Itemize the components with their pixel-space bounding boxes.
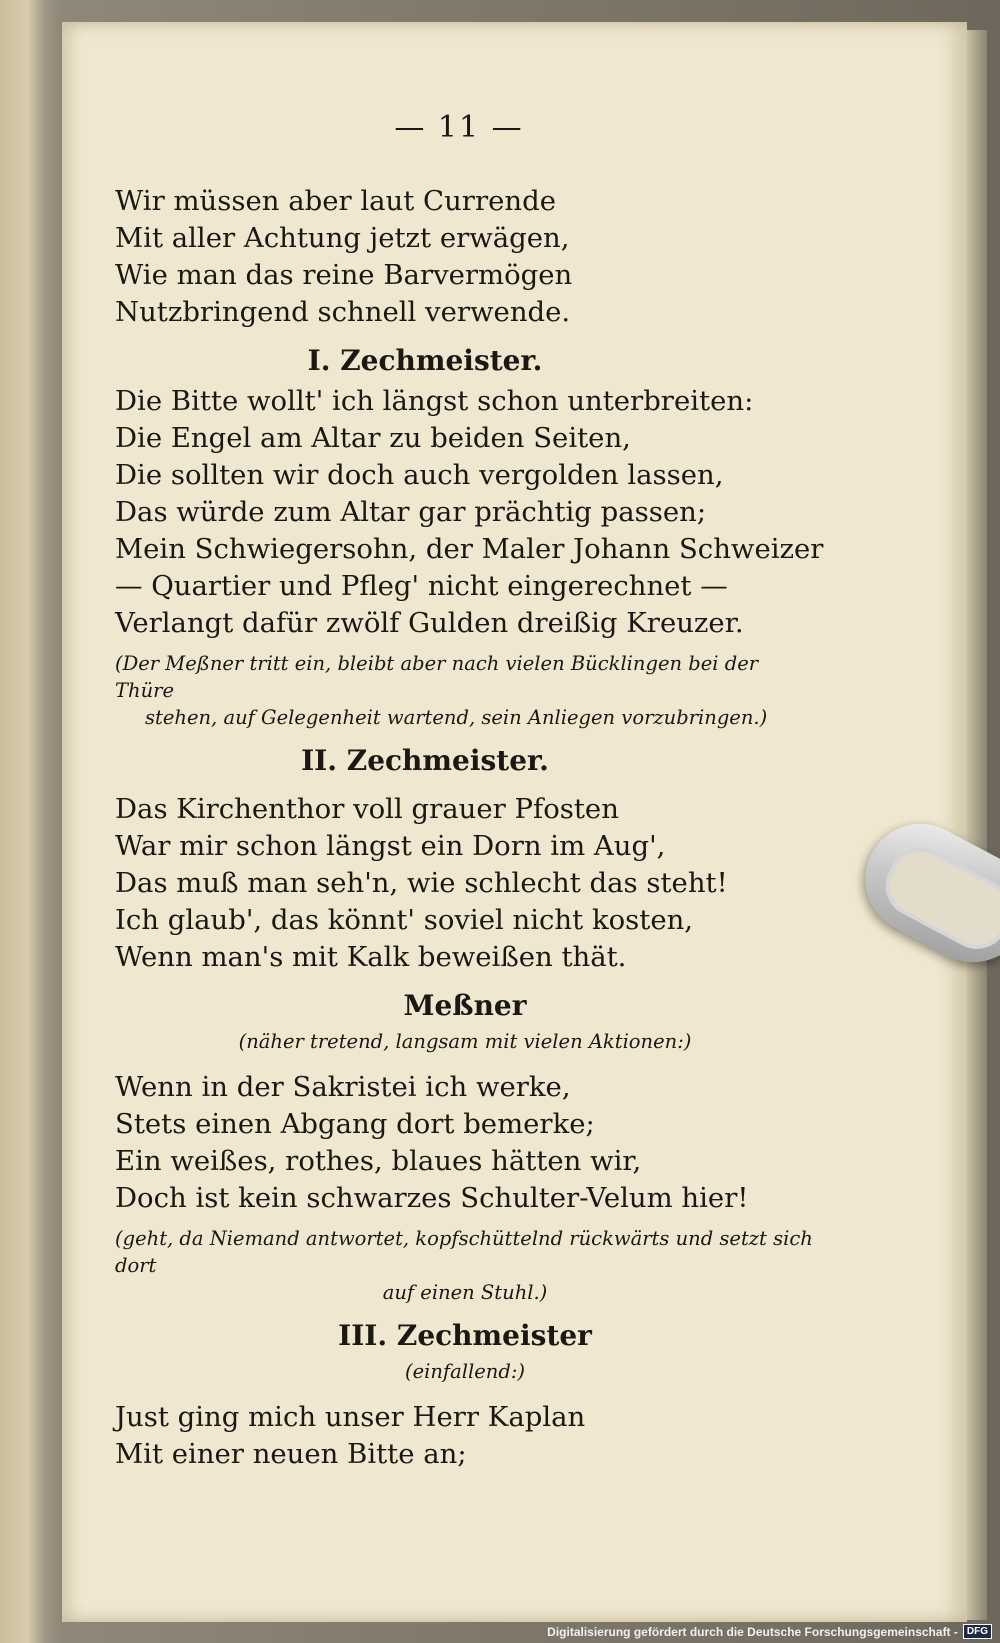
verse-line: — Quartier und Pfleg' nicht eingerechnet — [115,570,728,602]
verse-line: Wie man das reine Barvermögen [115,259,573,291]
verse-line: Nutzbringend schnell verwende. [115,296,571,328]
stage-line: (Der Meßner tritt ein, bleibt aber nach vielen Bücklingen bei der Thüre [115,652,759,702]
stanza-3 [115,791,815,976]
verse-line: Wenn man's mit Kalk beweißen thät. [115,941,627,973]
stage-line: auf einen Stuhl.) [382,1281,548,1304]
stage-direction-3 [115,1225,815,1306]
stanza-5 [115,1399,815,1473]
verse-line: Mit aller Achtung jetzt erwägen, [115,222,570,254]
stanza-2 [115,383,824,642]
verse-line: Das Kirchenthor voll grauer Pfosten [115,793,619,825]
verse-line: Die Engel am Altar zu beiden Seiten, [115,422,631,454]
verse-line: War mir schon längst ein Dorn im Aug', [115,830,666,862]
verse-line: Wir müssen aber laut Currende [115,185,556,217]
stage-direction-1 [115,650,815,731]
verse-line: Ich glaub', das könnt' soviel nicht kosten, [115,904,694,936]
speaker-heading-3: Meßner [403,989,527,1022]
verse-line: Ein weißes, rothes, blaues hätten wir, [115,1145,642,1177]
verse-line: Die sollten wir doch auch vergolden lassen, [115,459,724,491]
stage-line: stehen, auf Gelegenheit wartend, sein Anliegen vorzubringen.) [145,706,768,729]
page-number: — 11 — [394,110,524,145]
dfg-logo: DFG [963,1624,992,1639]
verse-line: Verlangt dafür zwölf Gulden dreißig Kreuzer. [115,607,744,639]
credit-text: Digitalisierung gefördert durch die Deutsche Forschungsgemeinschaft - [547,1624,958,1639]
speaker-heading-1: I. Zechmeister. [307,344,543,377]
verse-line: Just ging mich unser Herr Kaplan [115,1401,586,1433]
verse-line: Das muß man seh'n, wie schlecht das steht! [115,867,728,899]
verse-line: Wenn in der Sakristei ich werke, [115,1071,571,1103]
previous-page-edge [0,0,46,1643]
verse-line: Die Bitte wollt' ich längst schon unterbreiten: [115,385,754,417]
stage-direction-4: (einfallend:) [404,1360,526,1383]
speaker-heading-4: III. Zechmeister [338,1319,592,1352]
verse-line: Stets einen Abgang dort bemerke; [115,1108,595,1140]
page-edge [967,30,987,1620]
speaker-heading-2: II. Zechmeister. [301,744,549,777]
verse-line: Doch ist kein schwarzes Schulter-Velum hier! [115,1182,749,1214]
stanza-1 [115,183,815,331]
digitization-credit [547,1624,992,1639]
stage-line: (geht, da Niemand antwortet, kopfschüttelnd rückwärts und setzt sich dort [115,1227,813,1277]
stage-direction-2: (näher tretend, langsam mit vielen Aktionen:) [238,1030,692,1053]
stanza-4 [115,1069,815,1217]
verse-line: Mit einer neuen Bitte an; [115,1438,467,1470]
page-content [115,110,824,1473]
verse-line: Das würde zum Altar gar prächtig passen; [115,496,707,528]
verse-line: Mein Schwiegersohn, der Maler Johann Schweizer [115,533,824,565]
